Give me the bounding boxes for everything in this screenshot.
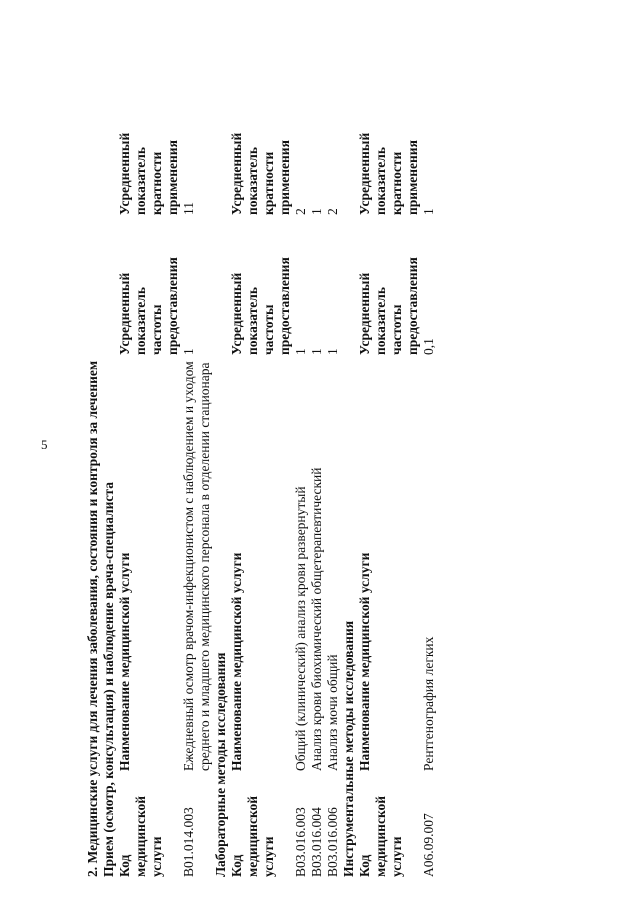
header-multiplicity: Усредненный показатель кратности применения	[357, 132, 420, 215]
header-name: Наименование медицинской услуги	[229, 552, 244, 771]
table-header-row	[229, 7, 293, 877]
header-name: Наименование медицинской услуги	[357, 552, 372, 771]
row-name: Рентгенография легких	[421, 636, 436, 771]
section-subtitle-lab: Лабораторные методы исследования	[213, 652, 228, 877]
consultation-table	[117, 7, 213, 877]
header-code: Код медицинской услуги	[357, 795, 404, 877]
header-frequency: Усредненный показатель частоты предоставления	[229, 257, 292, 355]
section-title: 2. Медицинские услуги для лечения заболевания, состояния и контроля за лечением	[85, 360, 100, 877]
table-row	[309, 7, 325, 877]
table-row	[325, 7, 341, 877]
row-name: Анализ крови биохимический общетерапевтический	[309, 467, 324, 771]
row-frequency: 1	[325, 348, 340, 355]
section-subtitle-consultation: Прием (осмотр, консультация) и наблюдение врача-специалиста	[101, 482, 116, 877]
header-multiplicity: Усредненный показатель кратности применения	[229, 132, 292, 215]
row-frequency: 1	[309, 348, 324, 355]
row-multiplicity: 2	[293, 208, 308, 215]
header-code: Код медицинской услуги	[229, 795, 276, 877]
row-multiplicity: 1	[421, 208, 436, 215]
table-header-row	[117, 7, 181, 877]
header-multiplicity: Усредненный показатель кратности применения	[117, 132, 180, 215]
row-name: Общий (клинический) анализ крови развернутый	[293, 486, 308, 771]
instrumental-table	[357, 7, 437, 877]
header-name: Наименование медицинской услуги	[117, 552, 132, 771]
row-name: Ежедневный осмотр врачом-инфекционистом с наблюдением и уходом среднего и младшего медицинского персонала в отделении стационара	[181, 361, 212, 771]
row-multiplicity: 1	[309, 208, 324, 215]
row-name: Анализ мочи общий	[325, 654, 340, 771]
row-code: B03.016.006	[325, 807, 340, 877]
row-frequency: 1	[181, 348, 196, 355]
table-header-row	[357, 7, 421, 877]
page-number: 5	[41, 437, 48, 452]
row-code: B03.016.003	[293, 807, 308, 877]
header-code: Код медицинской услуги	[117, 795, 164, 877]
lab-table	[229, 7, 341, 877]
section-subtitle-instrumental: Инструментальные методы исследования	[341, 620, 356, 877]
row-code: B01.014.003	[181, 807, 196, 877]
table-row	[181, 7, 213, 877]
row-frequency: 0,1	[421, 338, 436, 355]
table-row	[293, 7, 309, 877]
rotated-document-body	[85, 7, 530, 877]
header-frequency: Усредненный показатель частоты предоставления	[357, 257, 420, 355]
row-code: B03.016.004	[309, 807, 324, 877]
row-multiplicity: 2	[325, 208, 340, 215]
table-row	[421, 7, 437, 877]
header-frequency: Усредненный показатель частоты предоставления	[117, 257, 180, 355]
row-code: A06.09.007	[421, 813, 436, 877]
row-multiplicity: 11	[181, 202, 196, 215]
row-frequency: 1	[293, 348, 308, 355]
